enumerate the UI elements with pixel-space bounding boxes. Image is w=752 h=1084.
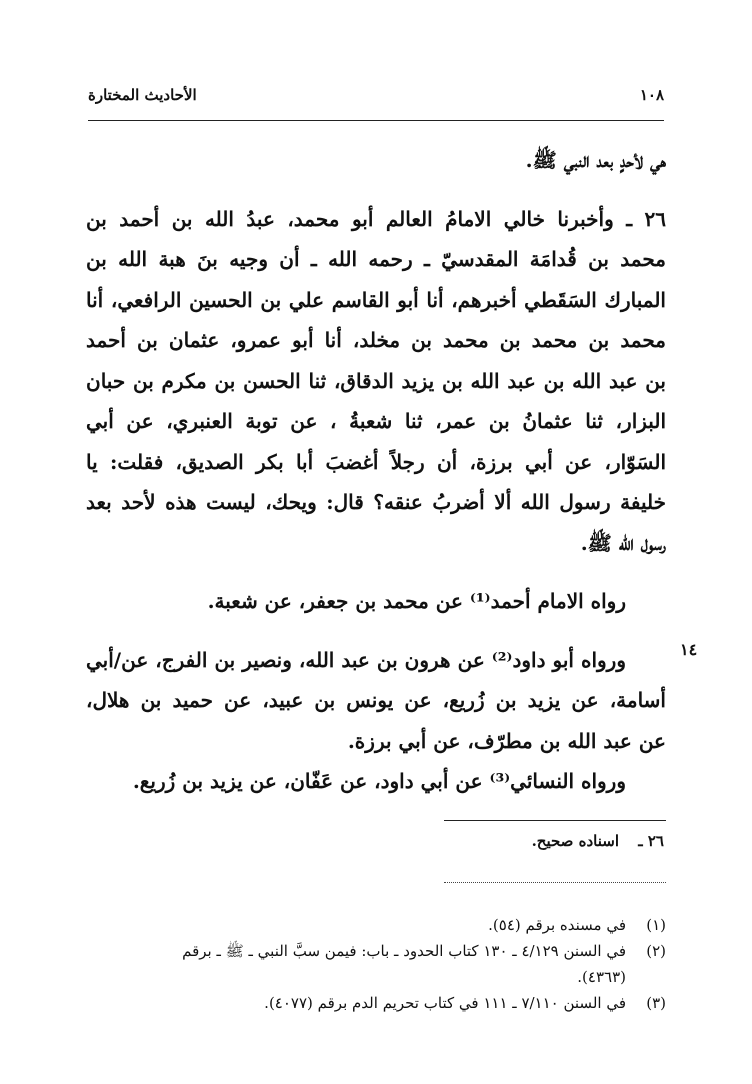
page-number: ١٠٨ (639, 86, 664, 104)
text-line: ٢٦ ـ وأخبرنا خالي الامامُ العالم أبو محمد، عبدُ الله بن أحمد بن (86, 206, 666, 231)
text-line: بن عبد الله بن عبد الله بن يزيد الدقاق، ثنا الحسن بن مكرم بن حبان (86, 368, 666, 393)
text-line: عن عبد الله بن مطرّف، عن أبي برزة. (347, 728, 666, 753)
text-line: محمد بن قُدامَة المقدسيّ ـ رحمه الله ـ أن وجيه بنَ هبة الله بن (86, 247, 666, 271)
grading-number: ٢٦ ـ (638, 832, 664, 850)
footnote-text: في السنن ٧/١١٠ ـ ١١١ في كتاب تحريم الدم برقم (٤٠٧٧). (264, 994, 626, 1012)
main-text (86, 140, 666, 802)
footnote-item (86, 990, 666, 1016)
hadith-grading (532, 832, 664, 850)
footnote-number: (٣) (646, 994, 666, 1012)
footnote-text: في السنن ٤/١٢٩ ـ ١٣٠ كتاب الحدود ـ باب: فيمن سبَّ النبي ـ ﷺ ـ برقم (182, 942, 626, 960)
opening-line: هي لأحدٍ بعد النبي ﷺ. (525, 148, 666, 172)
header-divider (88, 120, 664, 121)
text-line: السَوّار، عن أبي برزة، أن رجلاً أغضبَ أبا بكر الصديق، فقلت: يا (86, 449, 666, 474)
text-line: محمد بن محمد بن محمد بن مخلد، أنا أبو عمرو، عثمان بن أحمد (86, 328, 666, 352)
footnotes (86, 912, 666, 1016)
footnote-item (86, 938, 666, 964)
text-line: أسامة، عن يزيد بن زُريع، عن يونس بن عبيد، عن حميد بن هلال، (86, 688, 666, 712)
dotted-divider (444, 882, 666, 883)
text-line: المبارك السَقَطي أخبرهم، أنا أبو القاسم علي بن الحسين الرافعي، أنا (86, 287, 666, 312)
book-title: الأحاديث المختارة (88, 86, 197, 104)
text-line: رسول الله ﷺ. (580, 530, 666, 555)
text-line: خليفة رسول الله ألا أضربُ عنقه؟ قال: ويحك، ليست هذه لأحد بعد (86, 490, 666, 514)
grading-text: اسناده صحيح. (531, 832, 620, 850)
ahmad-narration: رواه الامام أحمد⁽¹⁾ عن محمد بن جعفر، عن شعبة. (207, 589, 626, 613)
margin-page-marker: ١٤ (680, 640, 698, 659)
nasai-narration: ورواه النسائي⁽³⁾ عن أبي داود، عن عَفّان، عن يزيد بن زُريع. (132, 769, 626, 793)
page-header (88, 86, 664, 112)
text-line: البزار، ثنا عثمانُ بن عمر، ثنا شعبةُ ، عن توبة العنبري، عن أبي (86, 409, 666, 433)
footnote-continuation: (٤٣٦٣). (577, 968, 626, 986)
text-line: ورواه أبو داود⁽²⁾ عن هرون بن عبد الله، ونصير بن الفرج، عن/أبي (86, 647, 626, 672)
footnote-item (86, 912, 666, 938)
footnote-divider (444, 820, 666, 821)
footnote-number: (٢) (646, 942, 666, 960)
footnote-number: (١) (646, 916, 666, 934)
hadith-26-paragraph (86, 199, 666, 564)
footnote-text: في مسنده برقم (٥٤). (488, 916, 626, 934)
abu-dawud-narration (86, 640, 666, 762)
